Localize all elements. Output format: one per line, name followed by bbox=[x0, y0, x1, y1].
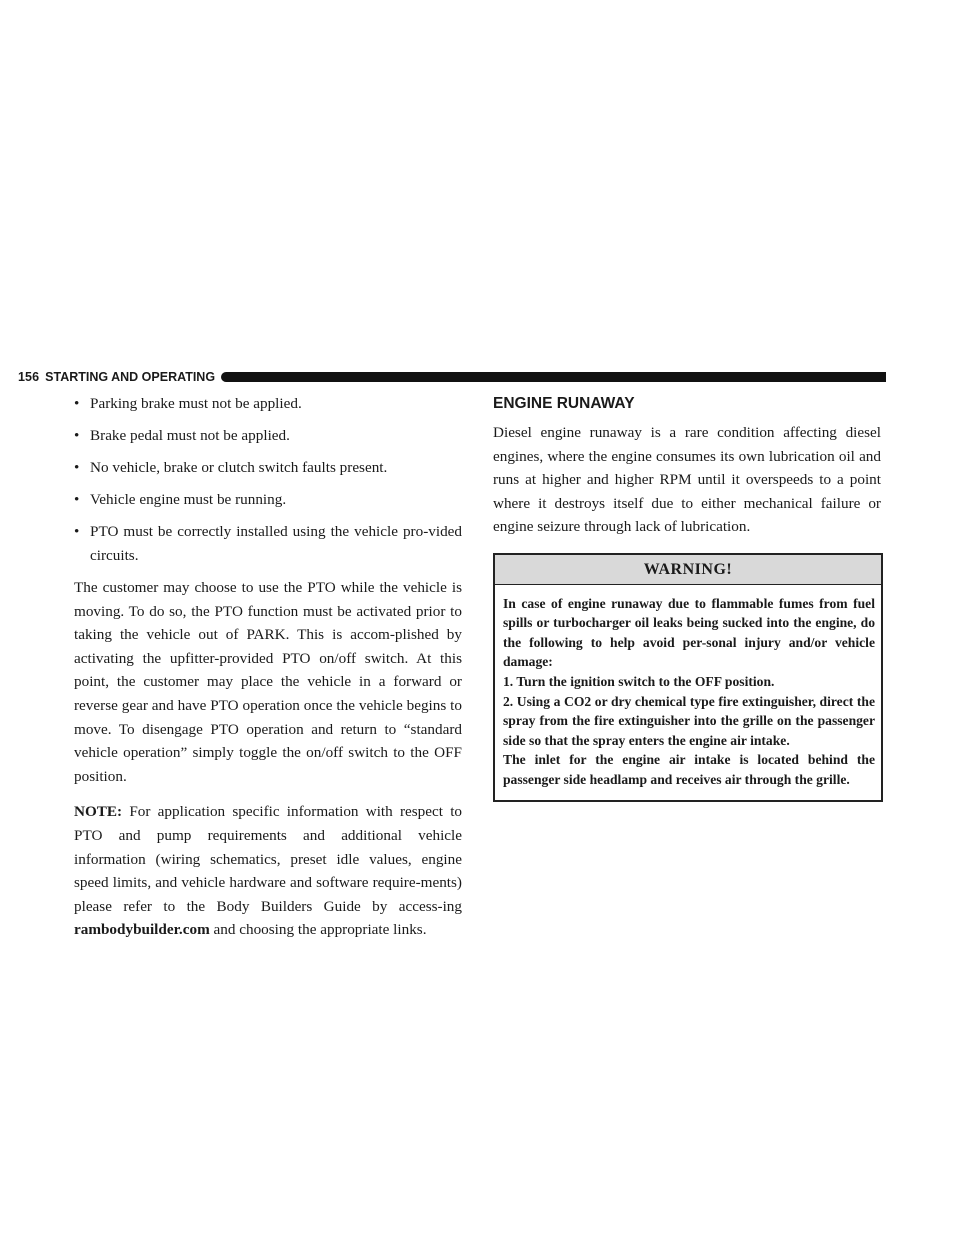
bullet-icon: • bbox=[74, 427, 80, 445]
warning-title: WARNING! bbox=[495, 555, 881, 585]
warning-line: 2. Using a CO2 or dry chemical type fire extinguisher, direct the spray from the fire extinguisher into the grille on the passenger side so that the spray enters the engine air intake. bbox=[503, 693, 875, 748]
list-item: • Brake pedal must not be applied. bbox=[74, 424, 462, 448]
warning-body bbox=[495, 585, 881, 800]
header-rule bbox=[221, 372, 886, 382]
page-header bbox=[18, 369, 886, 385]
list-item: • PTO must be correctly installed using the vehicle pro-vided circuits. bbox=[74, 520, 462, 567]
bullet-icon: • bbox=[74, 523, 80, 541]
runaway-paragraph: Diesel engine runaway is a rare condition affecting diesel engines, where the engine consumes its own lubrication oil and runs at higher and higher RPM until it overspeeds to a point where it destroys itself due to either mechanical failure or engine seizure through lack of lubrication. bbox=[493, 424, 881, 536]
list-item: • Vehicle engine must be running. bbox=[74, 488, 462, 512]
note-paragraph bbox=[74, 800, 462, 942]
bullet-icon: • bbox=[74, 459, 80, 477]
warning-line: The inlet for the engine air intake is located behind the passenger side headlamp and receives air through the grille. bbox=[503, 752, 875, 787]
section-title: STARTING AND OPERATING bbox=[45, 370, 216, 384]
list-item: • Parking brake must not be applied. bbox=[74, 392, 462, 416]
bullet-icon: • bbox=[74, 491, 80, 509]
note-label: NOTE: bbox=[74, 803, 123, 821]
right-column bbox=[493, 392, 881, 802]
bullet-icon: • bbox=[74, 395, 80, 412]
warning-line: In case of engine runaway due to flammable fumes from fuel spills or turbocharger oil leaks being sucked into the engine, do the following to help avoid per-sonal injury and/or vehicle damage: bbox=[503, 595, 875, 670]
requirements-list bbox=[74, 392, 462, 568]
page-number: 156 bbox=[18, 370, 40, 384]
warning-box bbox=[493, 553, 883, 802]
pto-paragraph: The customer may choose to use the PTO while the vehicle is moving. To do so, the PTO function must be activated prior to taking the vehicle out of PARK. This is accom-plished by activating the upfitter-provided PTO on/off switch. At this point, the customer may place the vehicle in a forward or reverse gear and have PTO operation once the vehicle begins to move. To disengage PTO operation and return to “standard vehicle operation” simply toggle the on/off switch to the OFF position. bbox=[74, 579, 462, 785]
note-text-end: and choosing the appropriate links. bbox=[213, 921, 427, 939]
list-item: • No vehicle, brake or clutch switch faults present. bbox=[74, 456, 462, 480]
warning-line: 1. Turn the ignition switch to the OFF position. bbox=[503, 673, 775, 689]
body-builder-link[interactable]: rambodybuilder.com bbox=[74, 921, 210, 939]
left-column bbox=[74, 392, 462, 954]
note-text: For application specific information with respect to PTO and pump requirements and additional vehicle information (wiring schematics, preset idle values, engine speed limits, and vehicle hardware and software require-ments) please refer to the Body Builders Guide by access-ing bbox=[74, 803, 463, 915]
section-heading: ENGINE RUNAWAY bbox=[493, 395, 635, 412]
